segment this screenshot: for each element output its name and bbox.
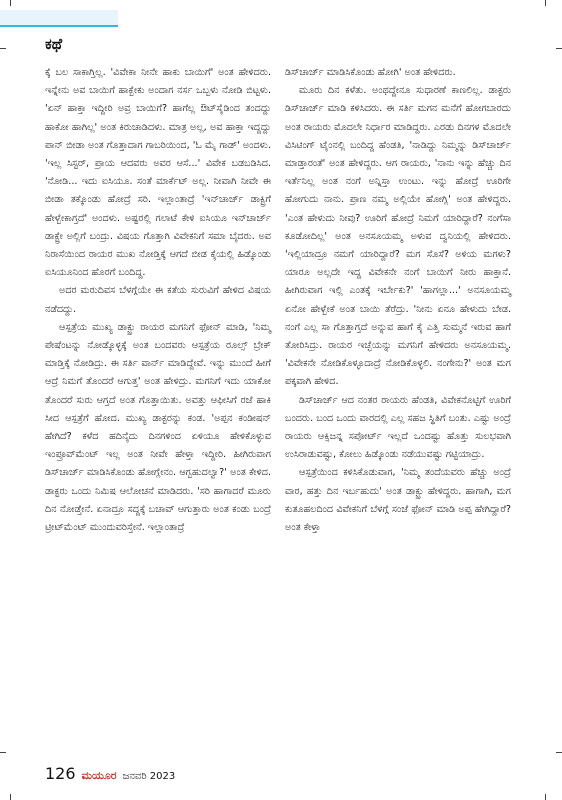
crop-mark (556, 48, 562, 49)
crop-mark (545, 0, 546, 6)
issue-date: ಜನವರಿ 2023 (122, 771, 176, 782)
crop-mark (545, 794, 546, 800)
paragraph: ಕ್ಕೆ ಬಲ ಸಾಕಾಗ್ತಿಲ್ಲ. 'ವಿವೇಕಾ ನೀನೇ ಹಾಕು ಬಾಯಿಗೆ' ಅಂತ ಹೇಳಿದರು. ಇನ್ನೇನು ಅವ ಬಾಯಿಗೆ ಹಾಕ್ಬೇಕು ಅಂದಾಗ ನರ್ಸ ಒಬ್ಬಳು ನೋಡಿ ಬಿಟ್ಟಳು. 'ಏನ್ ಹಾಕ್ತಾ ಇದ್ದೀರಿ ಅವ್ರ ಬಾಯಿಗೆ? ಹಾಗೆಲ್ಲ ಔಟ್‌ಸೈಡಿಂದ ತಂದದ್ದು ಹಾಕೋ ಹಾಗಿಲ್ಲ' ಅಂತ ಕಿರುಚಾಡಿದಳು. ಮಾತ್ರ ಅಲ್ಲ, ಅವ ಹಾಕ್ತಾ ಇದ್ದದ್ದು ಪಾನ್ ಬೀಡಾ ಅಂತ ಗೊತ್ತಾದಾಗ ಗಾಬರಿಯಿಂದ, 'ಓ ಮೈ ಗಾಡ್' ಅಂದಳು. 'ಇಲ್ಲ ಸಿಸ್ಟರ್, ಪ್ರಾಯ ಆದವರು ಅವರ ಆಸೆ...' ವಿವೇಕ ಬಡಬಡಿಸಿದ. 'ನೋಡಿ... ಇದು ಐಸಿಯೂ. ಸಂತೆ ಮಾರ್ಕೆಟ್ ಅಲ್ಲ. ನೀವಾಗಿ ನೀವೇ ಈ ಬೀಡಾ ತಕ್ಕೊಂಡು ಹೋದ್ರೆ ಸರಿ. ಇಲ್ಲಾಂತಾದ್ರೆ 'ಇನ್‌ಚಾರ್ಜ್ ಡಾಕ್ಟ್ರಿಗೆ ಹೇಳ್ಬೇಕಾಗ್ತದೆ' ಅಂದಳು. ಅಷ್ಟರಲ್ಲಿ ಗಲಾಟೆ ಕೇಳಿ ಐಸಿಯೂ ಇನ್‌ಚಾರ್ಜ್ ಡಾಕ್ಟ್ರೇ ಅಲ್ಲಿಗೆ ಬಂದ್ರು. ವಿಷಯ ಗೊತ್ತಾಗಿ ವಿವೇಕನಿಗೆ ಸಮಾ ಬೈದರು. ಅವ ನಿರಾಸೆಯಿಂದ ರಾಯರ ಮುಖ ನೋಡ್ತಿಕ್ಕೆ ಆಗದೆ ಬೀಡ ಕೈಯಲ್ಲಿ ಹಿಡ್ಕೊಂಡು ಐಸಿಯೂನಿಂದ ಹೊರಗೆ ಬಂದಿದ್ದ. (45, 67, 271, 279)
crop-mark (10, 0, 11, 6)
page-footer (45, 764, 175, 783)
paragraph: ಡಿಸ್‌ಚಾರ್ಜ್ ಆದ ನಂತರ ರಾಯರು ಹೆಂಡತಿ, ವಿವೇಕನೊಟ್ಟಿಗೆ ಊರಿಗೆ ಬಂದರು. ಬಂದ ಒಂದು ವಾರದಲ್ಲಿ ಎಲ್ಲ ಸಹಜ ಸ್ಥಿತಿಗೆ ಬಂತು. ಎಷ್ಟು ಅಂದ್ರೆ ರಾಯರು ಆಕ್ಸಿಜನ್ನ ಸಪೋರ್ಟ್ ಇಲ್ಲದೆ ಒಂದಷ್ಟು ಹೊತ್ತು ಸುಲಭವಾಗಿ ಉಸಿರಾಡುವಷ್ಟು, ಕೋಲು ಹಿಡ್ಕೊಂಡು ನಡೆಯುವಷ್ಟು ಗಟ್ಟಿಯಾದ್ರು. (285, 394, 511, 461)
paragraph: ಡಿಸ್‌ಚಾರ್ಜ್ ಮಾಡಿಸಿಕೊಂಡು ಹೋಗಿ' ಅಂತ ಹೇಳಿದರು. (285, 67, 456, 78)
crop-mark (10, 794, 11, 800)
magazine-logo: ಮಯೂರ (81, 769, 117, 782)
section-header-rule (0, 25, 118, 27)
right-column (285, 64, 511, 537)
paragraph: ಮೂರು ದಿನ ಕಳೆತು. ಅಂಥದ್ದೇನೂ ಸುಧಾರಣೆ ಕಾಣಲಿಲ್ಲ. ಡಾಕ್ಟರು ಡಿಸ್‌ಚಾರ್ಜ್ ಮಾಡಿ ಕಳಿಸಿದರು. ಈ ಸರ್ತಿ ಮಗನ ಮನೆಗೆ ಹೋಗಬಾರದು ಅಂತ ರಾಯರು ಮೊದಲೇ ನಿರ್ಧಾರ ಮಾಡಿದ್ದರು. ಎರಡು ದಿನಗಳ ಮೊದಲೇ ವಿಸಿಟಿಂಗ್ ಟೈಂನಲ್ಲಿ ಬಂದಿದ್ದ ಹೆಂಡತಿ, 'ನಾಡಿದ್ದು ನಿಮ್ಮನ್ನು ಡಿಸ್‌ಚಾರ್ಜ್ ಮಾಡ್ತಾರಂತೆ' ಅಂತ ಹೇಳಿದ್ದರು. ಆಗ ರಾಯರು, 'ನಾನು ಇನ್ನು ಹೆಚ್ಚು ದಿನ ಇರ್ತೆನಿಲ್ಲ ಅಂತ ನಂಗೆ ಅನ್ನಿಸ್ತಾ ಉಂಟು. ಇನ್ನು ಹೋದ್ರೆ ಊರಿಗೇ ಹೋಗುದು ನಾನು. ಪ್ರಾಣ ನಮ್ಮ ಅಲ್ಲಿಯೇ ಹೋಗ್ಲಿ' ಅಂತ ಹೇಳಿದ್ದರು. 'ಎಂತ ಹೇಳುದು ನೀವು? ಊರಿಗೆ ಹೋದ್ರೆ ನಿಮಗೆ ಯಾರಿದ್ದಾರೆ? ನಂಗೆಸಾ ಕೂಡೋದಿಲ್ಲ' ಅಂತ ಅನಸೂಯಮ್ಮ ಅಳುವ ದ್ವನಿಯಲ್ಲಿ ಹೇಳಿದರು. 'ಇಲ್ಲಿಯಾದ್ರೂ ನಮಗೆ ಯಾರಿದ್ದಾರೆ? ಮಗ ಸೊಸೆ? ಅಳಿಯ ಮಗಳು? ಯಾರೂ ಅಲ್ಲದೇ ಇದ್ದ ವಿವೇಕನೇ ನಂಗೆ ಬಾಯಿಗೆ ನೀರು ಹಾಕ್ತಾನೆ. ಹೀಗಿರುವಾಗ ಇಲ್ಲಿ ಎಂತಕ್ಕೆ ಇರ್ಬೇಕು?' 'ಹಾಗಲ್ಲಾ...' ಅನಸೂಯಮ್ಮ ಏನೋ ಹೇಳ್ಬೇಕೆ ಅಂತ ಬಾಯಿ ತೆರೆದ್ರು. 'ನೀನು ಏನೂ ಹೇಳುದು ಬೇಡ. ನಂಗೆ ಎಲ್ಲ ಸಾ ಗೊತ್ತಾಗ್ತದೆ ಅನ್ನುವ ಹಾಗೆ ಕೈ ಎತ್ತಿ ಸುಮ್ಮನೆ ಇರುವ ಹಾಗೆ ತೋರಿಸಿದ್ರು. ರಾಯರ ಇಚ್ಛೆಯನ್ನು ಮಗನಿಗೆ ಹೇಳಿದರು ಅನಸೂಯಮ್ಮ. 'ವಿವೇಕನೇ ನೋಡಿಕೊಳ್ಳೂದಾದ್ರೆ ನೋಡಿಕೊಳ್ಳಲಿ. ನಂಗೇನು?' ಅಂತ ಮಗ ಪಕ್ಕವಾಗಿ ಹೇಳಿದ. (285, 85, 511, 388)
crop-mark (556, 752, 562, 753)
crop-mark (0, 752, 6, 753)
left-column (45, 64, 271, 537)
paragraph: ಆಸ್ಪತ್ರೆಯ ಮುಖ್ಯ ಡಾಕ್ಟ್ರು ರಾಯರ ಮಗನಿಗೆ ಫೋನ್ ಮಾಡಿ, 'ನಿಮ್ಮ ಪೇಷೆಂಟನ್ನು ನೋಡ್ಕೊಳ್ಳಕ್ಕೆ ಅಂತ ಬಂದವರು ಆಸ್ಪತ್ರೆಯ ರೂಲ್ಸ್ ಬ್ರೇಕ್ ಮಾಡ್ತಿಕ್ಕೆ ನೋಡಿದ್ರು. ಈ ಸರ್ತಿ ವಾರ್ನ್ ಮಾಡಿದ್ದೇವೆ. ಇನ್ನು ಮುಂದೆ ಹೀಗೆ ಆದ್ರೆ ನಿಮಗೆ ತೊಂದರೆ ಆಗುತ್ತ' ಅಂತ ಹೇಳಿದ್ರು. ಮಗನಿಗೆ ಇದು ಯಾಕೋ ತೊಂದರೆ ಸುರು ಆಗ್ತದೆ ಅಂತ ಗೊತ್ತಾಯಿತು. ಅವತ್ತು ಆಫೀಸಿಗೆ ರಜೆ ಹಾಕಿ ಸೀದ ಆಸ್ಪತ್ರೆಗೆ ಹೋದ. ಮುಖ್ಯ ಡಾಕ್ಟರನ್ನು ಕಂಡ. 'ಅಪ್ಪನ ಕಂಡೀಷನ್ ಹೇಗಿದೆ? ಕಳೆದ ಹದಿನೈದು ದಿನಗಳಿಂದ ಏಳಿಯೂ ಹೇಳಿಕೊಳ್ಳುವ ಇಂಪ್ರೂವ್‌ಮೆಂಟ್ ಇಲ್ಲ ಅಂತ ನೀವೇ ಹೇಳ್ತಾ ಇದ್ದೀರಿ. ಹೀಗಿರುವಾಗ ಡಿಸ್‌ಚಾರ್ಜ್ ಮಾಡಿಸಿಕೊಂಡು ಹೋಗ್ಲೇನಂ. ಆಗ್ಬಹುದಲ್ವಾ?' ಅಂತ ಕೇಳಿದ. ಡಾಕ್ಟರು ಒಂದು ನಿಮಿಷ ಆಲೋಚನೆ ಮಾಡಿದರು. 'ಸರಿ ಹಾಗಾದರೆ ಮೂರು ದಿನ ನೋಡ್ತೇನೆ. ಏನಾದ್ರೂ ಸದ್ದಕ್ಕೆ ಬಚಾವ್ ಆಗುತ್ತಾರು ಅಂತ ಕಂಡು ಬಂದ್ರೆ ಟ್ರೀಟ್‌ಮೆಂಟ್ ಮುಂದುವರಿಸ್ತೇನೆ. ಇಲ್ಲಾಂತಾದ್ರೆ (45, 321, 271, 534)
section-title: ಕಥೆ (45, 35, 63, 53)
section-header-bar (0, 10, 118, 25)
page-number: 126 (45, 764, 76, 783)
paragraph: ಅದರ ಮರುದಿವಸ ಬೆಳಗ್ಗೆಯೇ ಈ ಕತೆಯ ಸುರುವಿಗೆ ಹೇಳಿದ ವಿಷಯ ನಡೆದದ್ದು. (45, 285, 271, 315)
crop-mark (0, 48, 6, 49)
paragraph: ಆಸ್ಪತ್ರೆಯಿಂದ ಕಳಿಸಿಕೊಡುವಾಗ, 'ನಿಮ್ಮ ತಂದೆಯವರು ಹೆಚ್ಚು ಅಂದ್ರೆ ವಾರ, ಹತ್ತು ದಿನ ಇರ್ಬಹುದು' ಅಂತ ಡಾಕ್ಟ್ರು ಹೇಳಿದ್ದರು. ಹಾಗಾಗಿ, ಮಗ ಕುತೂಹಲದಿಂದ ವಿವೇಕನಿಗೆ ಬೆಳಗ್ಗೆ ಸಂಜೆ ಫೋನ್ ಮಾಡಿ ಅಪ್ಪ ಹೇಗಿದ್ದಾರೆ? ಅಂತ ಕೇಳ್ತಾ (285, 467, 511, 534)
